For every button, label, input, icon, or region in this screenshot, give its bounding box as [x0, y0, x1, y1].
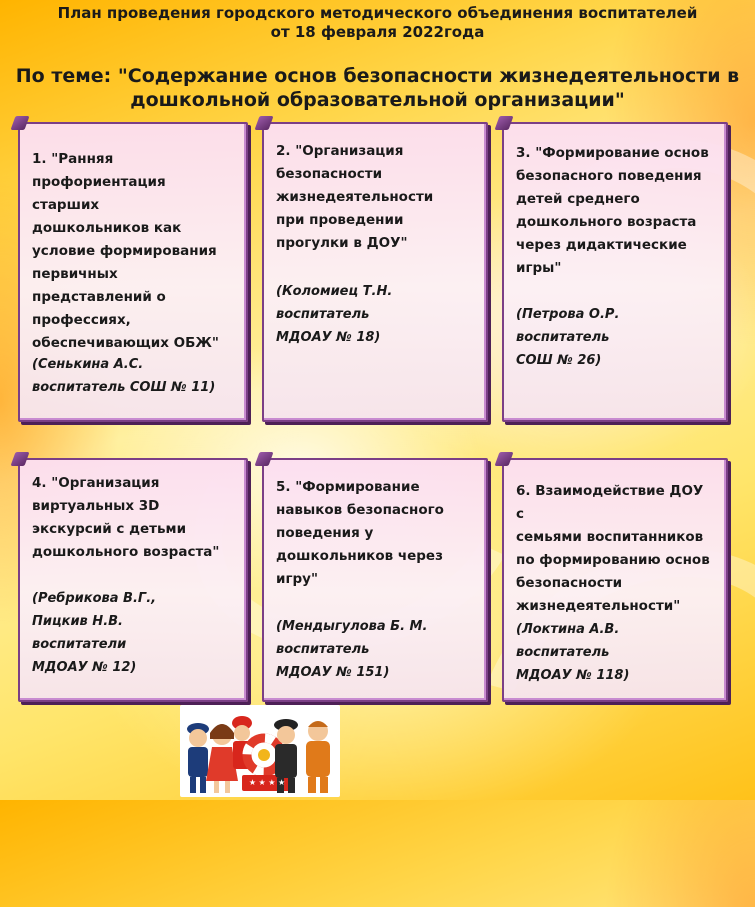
stars-label: ★ ★ ★ ★: [248, 778, 286, 787]
header-title: План проведения городского методического объединения воспитателей: [57, 4, 698, 22]
card-4-author: (Ребрикова В.Г., Пицкив Н.В. воспитатели МДОАУ № 12): [32, 591, 157, 675]
card-4-topic: 4. "Организация виртуальных 3D экскурсий с детьми дошкольного возраста": [32, 475, 220, 560]
card-6-topic: 6. Взаимодействие ДОУ с семьями воспитанников по формированию основ безопасности жизнедеятельности": [516, 483, 710, 614]
header: [0, 4, 755, 42]
card-1: [18, 122, 248, 422]
card-3-author: (Петрова О.Р. воспитатель СОШ № 26): [516, 307, 620, 368]
card-5-author: (Мендыгулова Б. М. воспитатель МДОАУ № 151): [276, 619, 428, 680]
card-4: [18, 458, 248, 702]
card-2-author: (Коломиец Т.Н. воспитатель МДОАУ № 18): [276, 284, 393, 345]
card-5: [262, 458, 488, 702]
card-6: [502, 458, 728, 702]
card-3: [502, 122, 728, 422]
header-date: от 18 февраля 2022года: [270, 23, 485, 41]
topic-line-2: дошкольной образовательной организации": [130, 89, 625, 111]
card-1-topic: 1. "Ранняя профориентация старших дошкольников как условие формирования первичных представлений о профессиях, обеспечивающих ОБЖ": [32, 151, 219, 351]
card-3-topic: 3. "Формирование основ безопасного поведения детей среднего дошкольного возраста через дидактические игры": [516, 145, 709, 276]
card-5-topic: 5. "Формирование навыков безопасного поведения у дошкольников через игру": [276, 479, 444, 587]
card-2: [262, 122, 488, 422]
card-2-topic: 2. "Организация безопасности жизнедеятельности при проведении прогулки в ДОУ": [276, 143, 434, 251]
card-1-author: (Сенькина А.С. воспитатель СОШ № 11): [32, 357, 216, 395]
topic-line-1: По теме: "Содержание основ безопасности жизнедеятельности в: [15, 65, 740, 87]
card-6-author: (Локтина А.В. воспитатель МДОАУ № 118): [516, 622, 630, 683]
safety-kids-illustration: [180, 705, 340, 797]
topic: [0, 64, 755, 112]
